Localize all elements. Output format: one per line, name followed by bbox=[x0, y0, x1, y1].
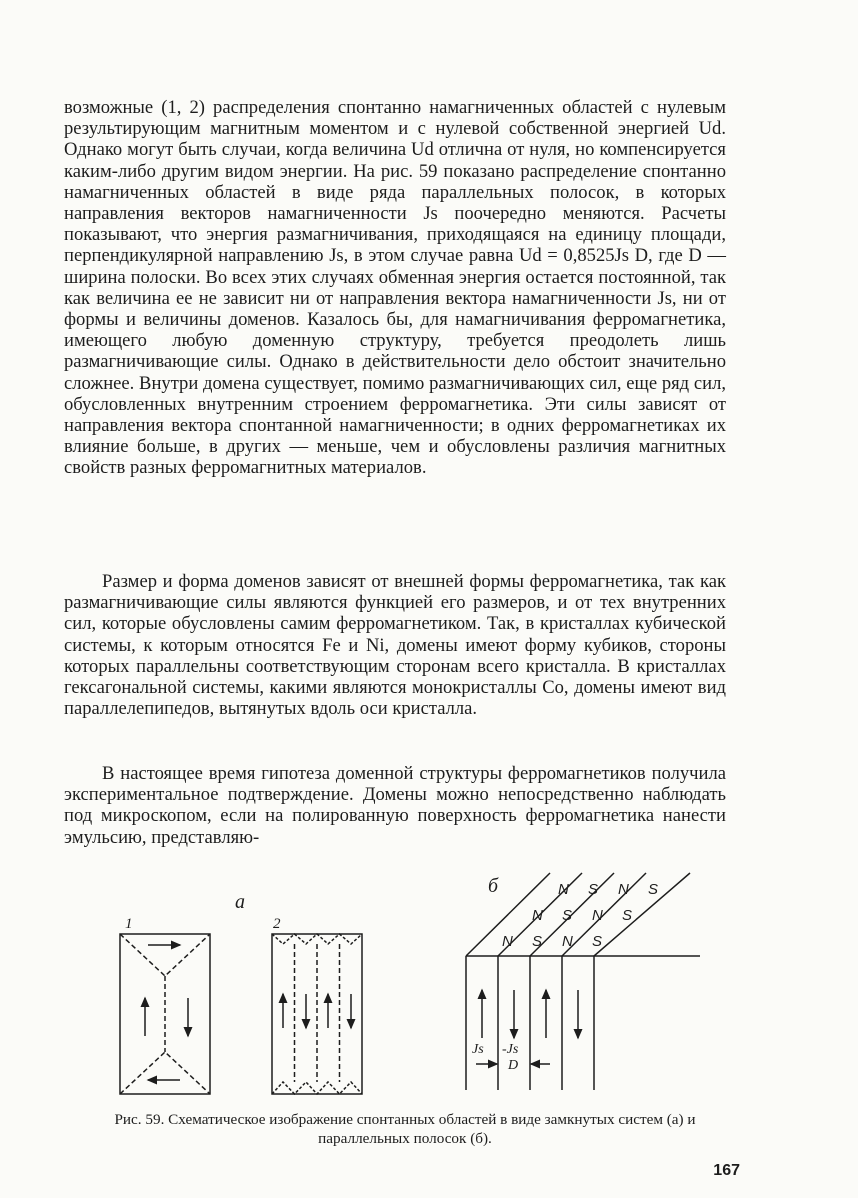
ns-label: S bbox=[622, 907, 633, 924]
ns-label: S bbox=[532, 933, 543, 950]
ns-label: N bbox=[618, 881, 629, 898]
paragraph-3 bbox=[64, 763, 726, 848]
ns-label: S bbox=[592, 933, 603, 950]
figure-label-2: 2 bbox=[273, 916, 281, 932]
paragraph-2 bbox=[64, 571, 726, 719]
paragraph-1 bbox=[64, 97, 726, 479]
ns-label: S bbox=[588, 881, 599, 898]
figure-label-a: а bbox=[235, 891, 245, 913]
ns-label: S bbox=[562, 907, 573, 924]
figure-caption: Рис. 59. Схематическое изображение спонтанных областей в виде замкнутых систем (а) и параллельных полосок (б). bbox=[114, 1111, 696, 1147]
figure-59-drawing bbox=[100, 868, 740, 1098]
ns-label: N bbox=[592, 907, 603, 924]
page-number: 167 bbox=[713, 1162, 740, 1179]
ns-label: N bbox=[558, 881, 569, 898]
closure-domain-2-frame bbox=[272, 934, 362, 1094]
figure-label-b: б bbox=[488, 875, 499, 897]
paragraph-2-text: Размер и форма доменов зависят от внешней формы ферромагнетика, так как размагничивающие силы являются функцией его размеров, и от тех внутренних сил, которые обусловлены самим ферромагнетиком. Так, в кристаллах кубической системы, к которым относятся Fe и Ni, домены имеют форму кубиков, стороны которых параллельны соответствующим сторонам всего кристалла. В кристаллах гексагональной системы, какими являются монокристаллы Co, домены имеют вид параллелепипедов, вытянутых вдоль оси кристалла. bbox=[64, 571, 726, 720]
ns-label: N bbox=[502, 933, 513, 950]
minus-js-label: -Js bbox=[502, 1042, 519, 1057]
closure-domain-1-frame bbox=[120, 934, 210, 1094]
paragraph-1-text: возможные (1, 2) распределения спонтанно намагниченных областей с нулевым результирующим магнитным моментом и с нулевой собственной энергией Ud. Однако могут быть случаи, когда величина Ud отлична от нуля, но компенсируется каким-либо другим видом энергии. На рис. 59 показано распределение спонтанно намагниченных областей в виде ряда параллельных полосок, в которых направления векторов намагниченности Js поочередно меняются. Расчеты показывают, что энергия размагничивания, приходящаяся на единицу площади, перпендикулярной направлению Js, в этом случае равна Ud = 0,8525Js D, где D — ширина полоски. Во всех этих случаях обменная энергия остается постоянной, так как величина ее не зависит ни от направления вектора намагниченности Js, ни от формы и величины доменов. Казалось бы, для намагничивания ферромагнетика, имеющего любую доменную структуру, требуется преодолеть лишь размагничивающие силы. Однако в действительности дело обстоит значительно сложнее. Внутри домена существует, помимо размагничивающих сил, еще ряд сил, обусловленных внутренним строением ферромагнетика. Эти силы зависят от направления вектора спонтанной намагниченности; в одних ферромагнетиках их влияние больше, в других — меньше, чем и обусловлены различия магнитных свойств разных ферромагнитных материалов. bbox=[64, 97, 726, 479]
ns-label: N bbox=[562, 933, 573, 950]
ns-label: S bbox=[648, 881, 659, 898]
figure-label-1: 1 bbox=[125, 916, 133, 932]
figure-59 bbox=[100, 868, 740, 1098]
ns-label: N bbox=[532, 907, 543, 924]
paragraph-3-text: В настоящее время гипотеза доменной структуры ферромагнетиков получила экспериментальное подтверждение. Домены можно непосредственно наблюдать под микроскопом, если на полированную поверхность ферромагнетика нанести эмульсию, представляю- bbox=[64, 763, 726, 848]
js-label: Js bbox=[472, 1042, 484, 1057]
d-label: D bbox=[508, 1058, 519, 1073]
